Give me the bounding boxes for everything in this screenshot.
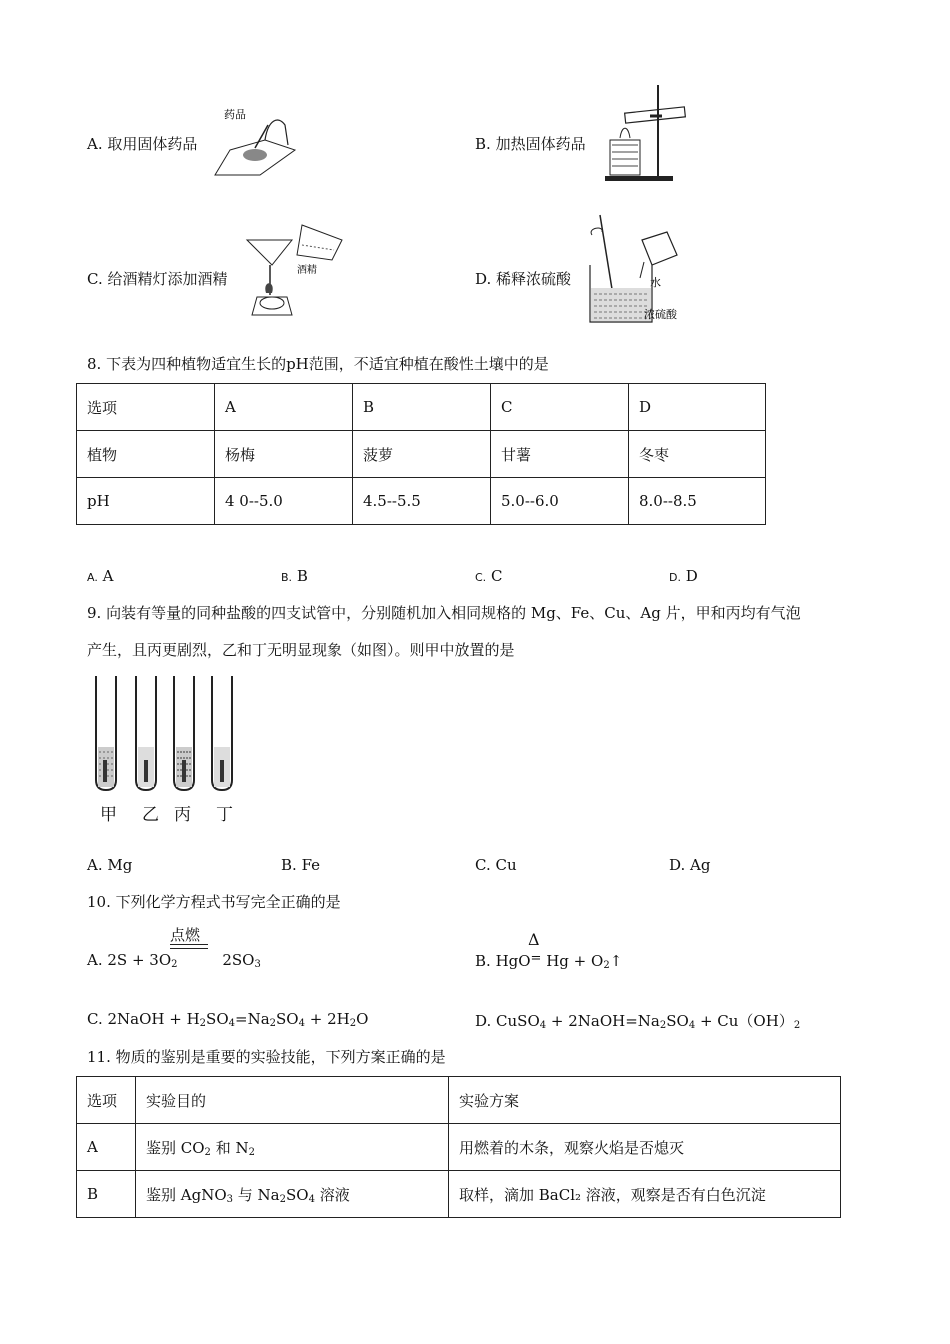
table-cell: A: [215, 384, 353, 431]
table-cell: 实验目的: [136, 1077, 449, 1124]
q9-stem-line1: 9. 向装有等量的同种盐酸的四支试管中，分别随机加入相同规格的 Mg、Fe、Cu、Ag 片，甲和丙均有气泡: [87, 604, 801, 622]
q7-option-d-letter: D.: [475, 270, 492, 288]
q9-option-d-text: Ag: [690, 856, 711, 874]
test-tubes-figure: [88, 672, 248, 794]
q11-stem: 11. 物质的鉴别是重要的实验技能，下列方案正确的是: [87, 1048, 446, 1066]
table-cell: 4 0--5.0: [215, 478, 353, 525]
table-cell: 菠萝: [353, 431, 491, 478]
table-cell: 5.0--6.0: [491, 478, 629, 525]
water-label: 水: [650, 276, 661, 289]
q10-b-condition: Δ: [528, 930, 540, 949]
q7-option-b: [475, 133, 586, 154]
q9-option-d-letter: D.: [669, 856, 686, 874]
q8-table: [76, 383, 766, 525]
q9-option-c: [475, 856, 517, 874]
q10-stem: 10. 下列化学方程式书写完全正确的是: [87, 893, 341, 911]
q8-option-b: [281, 567, 308, 585]
q7-option-d: [475, 268, 571, 289]
table-cell: 植物: [77, 431, 215, 478]
q11-table: [76, 1076, 841, 1218]
q9-option-b-letter: B.: [281, 856, 297, 874]
q10-a-condition: 点燃: [170, 926, 201, 944]
alcohol-lamp-figure: [242, 215, 352, 325]
q9-option-c-text: Cu: [495, 856, 517, 874]
q10-option-b-letter: B.: [475, 952, 491, 970]
table-cell: pH: [77, 478, 215, 525]
table-row: [77, 1124, 841, 1171]
solid-drug-figure: [210, 100, 300, 180]
heating-solid-figure: [600, 80, 695, 185]
q7-option-d-text: 稀释浓硫酸: [496, 270, 572, 288]
tube-label-bing: 丙: [174, 805, 191, 825]
q10-option-d-letter: D.: [475, 1012, 492, 1030]
q10-option-d: D. CuSO$_4$ + $2NaOH=Na_2SO_4 + Cu(OH)_2$: [475, 1012, 801, 1031]
q7-option-b-letter: B.: [475, 135, 491, 153]
table-cell: B: [353, 384, 491, 431]
q10-option-c: C. 2NaOH + $H_2SO_4=Na_2SO_4 + 2H_2O$: [87, 1010, 369, 1029]
table-cell: 冬枣: [629, 431, 766, 478]
table-cell: A: [77, 1124, 136, 1171]
table-cell: C: [491, 384, 629, 431]
table-cell: B: [77, 1171, 136, 1218]
q7-option-a-letter: A.: [87, 135, 103, 153]
q10-option-b: B. $HgO= Hg + O_2↑$: [475, 951, 623, 971]
q7-option-a-text: 取用固体药品: [107, 135, 198, 153]
q9-option-c-letter: C.: [475, 856, 491, 874]
q8-option-b-text: B: [296, 567, 308, 585]
q9-stem-line2: 产生，且丙更剧烈，乙和丁无明显现象（如图）。则甲中放置的是: [87, 641, 515, 659]
q9-option-a: [87, 856, 132, 874]
tube-label-ding: 丁: [216, 805, 233, 825]
q8-option-b-letter: B.: [281, 571, 293, 584]
table-cell: 用燃着的木条，观察火焰是否熄灭: [449, 1124, 841, 1171]
q8-option-d: [669, 567, 698, 585]
q8-option-d-text: D: [685, 567, 698, 585]
q7-option-c-text: 给酒精灯添加酒精: [107, 270, 228, 288]
table-cell: 实验方案: [449, 1077, 841, 1124]
alcohol-label: 酒精: [297, 265, 317, 276]
q9-option-a-text: Mg: [107, 856, 133, 874]
q9-option-b: [281, 856, 320, 874]
dilute-acid-figure: [582, 210, 692, 330]
q8-option-a: [87, 567, 113, 585]
table-cell: 选项: [77, 384, 215, 431]
q8-option-c: [475, 567, 502, 585]
acid-label: 浓硫酸: [644, 308, 677, 321]
q9-option-a-letter: A.: [87, 856, 103, 874]
q7-option-c-letter: C.: [87, 270, 103, 288]
q10-option-a: A. $2S + 3O_2$ $2SO_3$: [87, 951, 261, 970]
table-cell: 杨梅: [215, 431, 353, 478]
table-row: [77, 478, 766, 525]
q9-option-d: [669, 856, 710, 874]
table-cell: 4.5--5.5: [353, 478, 491, 525]
q7-option-a: [87, 133, 197, 154]
table-row: [77, 1077, 841, 1124]
q10-option-a-letter: A.: [87, 951, 103, 969]
table-row: [77, 1171, 841, 1218]
table-cell: D: [629, 384, 766, 431]
q8-option-c-letter: C.: [475, 571, 487, 584]
test-tube-ding: [212, 676, 232, 790]
q8-option-a-letter: A.: [87, 571, 98, 584]
q8-option-a-text: A: [102, 567, 114, 585]
table-cell: 选项: [77, 1077, 136, 1124]
solid-drug-label: 药品: [224, 108, 246, 121]
table-row: [77, 431, 766, 478]
test-tube-bing: [174, 676, 194, 790]
q8-option-d-letter: D.: [669, 571, 681, 584]
q10-a-equals-bar: [170, 944, 208, 949]
q7-option-c: [87, 268, 228, 289]
test-tube-jia: [96, 676, 116, 790]
q10-option-c-letter: C.: [87, 1010, 103, 1028]
q8-option-c-text: C: [490, 567, 503, 585]
q8-stem: 8. 下表为四种植物适宜生长的pH范围，不适宜种植在酸性土壤中的是: [87, 355, 549, 373]
table-cell: 甘薯: [491, 431, 629, 478]
tube-label-yi: 乙: [142, 805, 159, 825]
table-cell-purpose-b: 鉴别 AgNO$_3$ 与 $Na_2SO_4$ 溶液: [136, 1171, 449, 1218]
test-tube-yi: [136, 676, 156, 790]
table-row: [77, 384, 766, 431]
table-cell: 8.0--8.5: [629, 478, 766, 525]
tube-label-jia: 甲: [100, 805, 117, 825]
table-cell: 取样，滴加 BaCl₂ 溶液，观察是否有白色沉淀: [449, 1171, 841, 1218]
table-cell-purpose-a: 鉴别 $CO_2$ 和 $N_2$: [136, 1124, 449, 1171]
q7-option-b-text: 加热固体药品: [495, 135, 586, 153]
q9-option-b-text: Fe: [301, 856, 321, 874]
